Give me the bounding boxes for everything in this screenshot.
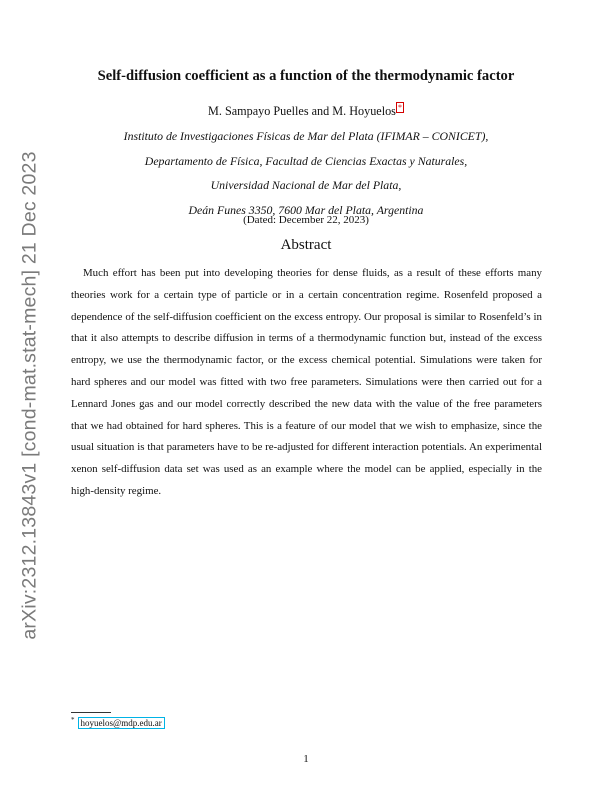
affiliation bbox=[60, 124, 552, 222]
affiliation-line: Universidad Nacional de Mar del Plata, bbox=[210, 178, 402, 192]
abstract-heading: Abstract bbox=[280, 237, 332, 253]
arxiv-stamp bbox=[10, 150, 50, 640]
paper-title: Self-diffusion coefficient as a function of the thermodynamic factor bbox=[97, 68, 515, 84]
footnote bbox=[71, 716, 165, 728]
dated-line: (Dated: December 22, 2023) bbox=[243, 214, 369, 226]
footnote-mark: * bbox=[71, 716, 75, 724]
abstract-body: Much effort has been put into developing theories for dense fluids, as a result of these efforts many theories work for a certain type of particle or in a certain concentration regime. Rosenfeld proposed a dependence of the self-diffusion coefficient on the excess entropy. Our proposal is similar to Rosenfeld’s in that it also attempts to describe diffusion in terms of a thermodynamic function but, instead of the excess entropy, we use the thermodynamic factor, or the excess chemical potential. Simulations were taken for hard spheres and our model was fitted with two free parameters. Simulations were then carried out for a Lennard Jones gas and our model correctly described the new data with the value of the free parameters that we had obtained for hard spheres. This is a feature of our model that we wish to emphasize, since the usual situation is that parameters have to be re-adjusted for different interaction potentials. An experimental xenon self-diffusion data set was used as an example where the model can be applied, especially in the high-density regime. bbox=[71, 267, 542, 497]
authors bbox=[60, 104, 552, 119]
author-footnote-link[interactable]: * bbox=[397, 103, 402, 112]
affiliation-line: Instituto de Investigaciones Físicas de Mar del Plata (IFIMAR – CONICET), bbox=[123, 129, 489, 143]
page-number: 1 bbox=[303, 753, 309, 765]
author-names: M. Sampayo Puelles and M. Hoyuelos bbox=[208, 104, 396, 119]
email-link[interactable]: hoyuelos@mdp.edu.ar bbox=[78, 717, 165, 729]
footnote-divider bbox=[71, 712, 111, 713]
arxiv-stamp-text: arXiv:2312.13843v1 [cond-mat.stat-mech] 21 Dec 2023 bbox=[18, 150, 41, 640]
affiliation-line: Deán Funes 3350, 7600 Mar del Plata, Argentina bbox=[188, 202, 424, 217]
affiliation-line: Departamento de Física, Facultad de Ciencias Exactas y Naturales, bbox=[144, 153, 468, 168]
